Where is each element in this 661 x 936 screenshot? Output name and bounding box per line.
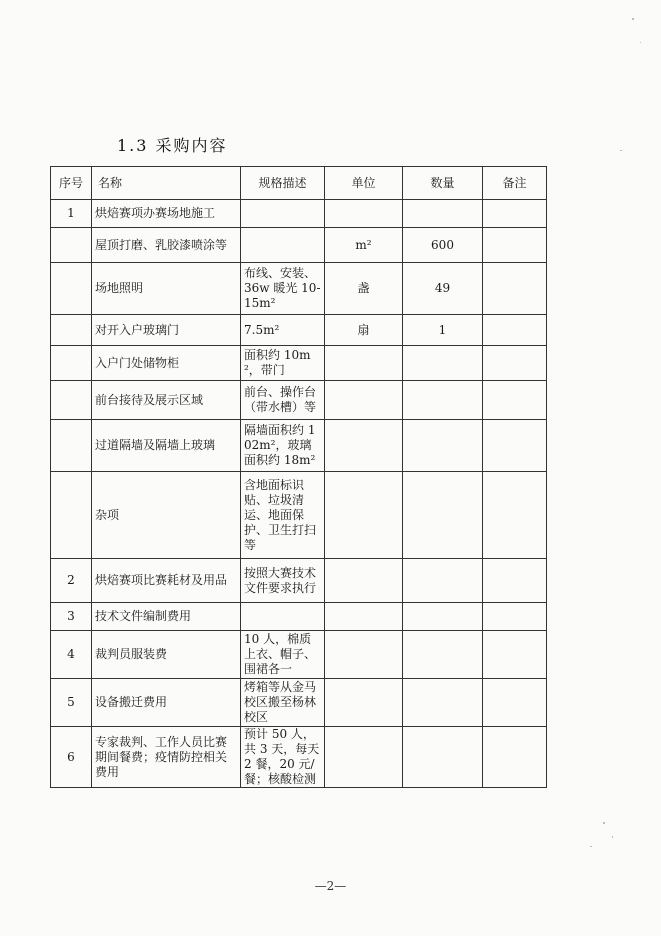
row-qty <box>403 200 483 228</box>
row-unit <box>325 472 403 559</box>
table-row <box>51 200 547 228</box>
row-qty: 1 <box>403 315 483 346</box>
row-name: 场地照明 <box>92 263 241 315</box>
row-remark <box>483 346 547 381</box>
row-qty <box>403 631 483 679</box>
table-row <box>51 603 547 631</box>
row-unit: m² <box>325 228 403 263</box>
row-name: 裁判员服装费 <box>92 631 241 679</box>
scan-speck <box>640 42 641 43</box>
row-remark <box>483 200 547 228</box>
row-no <box>51 472 92 559</box>
table-row <box>51 420 547 472</box>
row-qty <box>403 346 483 381</box>
row-no: 5 <box>51 679 92 727</box>
table-row <box>51 679 547 727</box>
row-spec: 隔墙面积约 102m²，玻璃面积约 18m² <box>241 420 325 472</box>
row-unit <box>325 603 403 631</box>
header-unit: 单位 <box>325 167 403 200</box>
scan-speck <box>620 150 622 151</box>
row-unit <box>325 559 403 603</box>
header-remark: 备注 <box>483 167 547 200</box>
row-name: 过道隔墙及隔墙上玻璃 <box>92 420 241 472</box>
header-no: 序号 <box>51 167 92 200</box>
row-name: 杂项 <box>92 472 241 559</box>
row-no <box>51 228 92 263</box>
table-row <box>51 727 547 788</box>
header-spec: 规格描述 <box>241 167 325 200</box>
row-qty <box>403 472 483 559</box>
row-spec: 面积约 10m²，带门 <box>241 346 325 381</box>
row-qty: 49 <box>403 263 483 315</box>
row-name: 对开入户玻璃门 <box>92 315 241 346</box>
page-number: —2— <box>314 879 347 893</box>
row-no: 2 <box>51 559 92 603</box>
scan-speck <box>612 836 613 838</box>
table-row <box>51 263 547 315</box>
row-remark <box>483 381 547 420</box>
scan-speck <box>590 846 592 847</box>
row-spec: 烤箱等从金马校区搬至杨林校区 <box>241 679 325 727</box>
row-no <box>51 263 92 315</box>
scan-speck <box>603 822 605 824</box>
row-unit <box>325 727 403 788</box>
row-remark <box>483 263 547 315</box>
row-unit: 扇 <box>325 315 403 346</box>
scan-speck <box>632 18 634 20</box>
table-row <box>51 631 547 679</box>
row-no <box>51 420 92 472</box>
row-remark <box>483 679 547 727</box>
row-name: 专家裁判、工作人员比赛期间餐费；疫情防控相关费用 <box>92 727 241 788</box>
table-row <box>51 559 547 603</box>
header-name: 名称 <box>92 167 241 200</box>
row-no <box>51 381 92 420</box>
row-no: 1 <box>51 200 92 228</box>
row-name: 设备搬迁费用 <box>92 679 241 727</box>
row-spec <box>241 228 325 263</box>
row-no: 6 <box>51 727 92 788</box>
table-row <box>51 381 547 420</box>
row-remark <box>483 315 547 346</box>
row-no: 3 <box>51 603 92 631</box>
row-unit <box>325 631 403 679</box>
row-name: 烘焙赛项办赛场地施工 <box>92 200 241 228</box>
row-name: 技术文件编制费用 <box>92 603 241 631</box>
row-name: 入户门处储物柜 <box>92 346 241 381</box>
table-row <box>51 472 547 559</box>
table-row <box>51 228 547 263</box>
row-spec: 前台、操作台（带水槽）等 <box>241 381 325 420</box>
row-spec <box>241 603 325 631</box>
row-qty <box>403 420 483 472</box>
row-remark <box>483 228 547 263</box>
row-unit <box>325 381 403 420</box>
header-qty: 数量 <box>403 167 483 200</box>
row-qty <box>403 727 483 788</box>
row-remark <box>483 631 547 679</box>
row-qty <box>403 679 483 727</box>
row-qty <box>403 559 483 603</box>
row-unit: 盏 <box>325 263 403 315</box>
row-name: 前台接待及展示区域 <box>92 381 241 420</box>
row-spec <box>241 200 325 228</box>
procurement-table <box>50 166 547 788</box>
row-name: 屋顶打磨、乳胶漆喷涂等 <box>92 228 241 263</box>
row-qty <box>403 603 483 631</box>
row-qty <box>403 381 483 420</box>
row-unit <box>325 346 403 381</box>
row-no: 4 <box>51 631 92 679</box>
row-remark <box>483 420 547 472</box>
row-remark <box>483 472 547 559</box>
table-header-row <box>51 167 547 200</box>
row-unit <box>325 679 403 727</box>
row-spec: 布线、安装、36w 暖光 10-15m² <box>241 263 325 315</box>
row-spec: 含地面标识贴、垃圾清运、地面保护、卫生打扫等 <box>241 472 325 559</box>
table-row <box>51 315 547 346</box>
section-title: 1.3 采购内容 <box>117 136 228 155</box>
row-unit <box>325 420 403 472</box>
row-no <box>51 346 92 381</box>
row-remark <box>483 727 547 788</box>
row-spec: 7.5m² <box>241 315 325 346</box>
row-spec: 10 人，棉质上衣、帽子、围裙各一 <box>241 631 325 679</box>
row-spec: 按照大赛技术文件要求执行 <box>241 559 325 603</box>
row-remark <box>483 603 547 631</box>
row-remark <box>483 559 547 603</box>
row-name: 烘焙赛项比赛耗材及用品 <box>92 559 241 603</box>
row-no <box>51 315 92 346</box>
row-spec: 预计 50 人，共 3 天，每天 2 餐，20 元/餐；核酸检测 <box>241 727 325 788</box>
table-row <box>51 346 547 381</box>
row-qty: 600 <box>403 228 483 263</box>
row-unit <box>325 200 403 228</box>
